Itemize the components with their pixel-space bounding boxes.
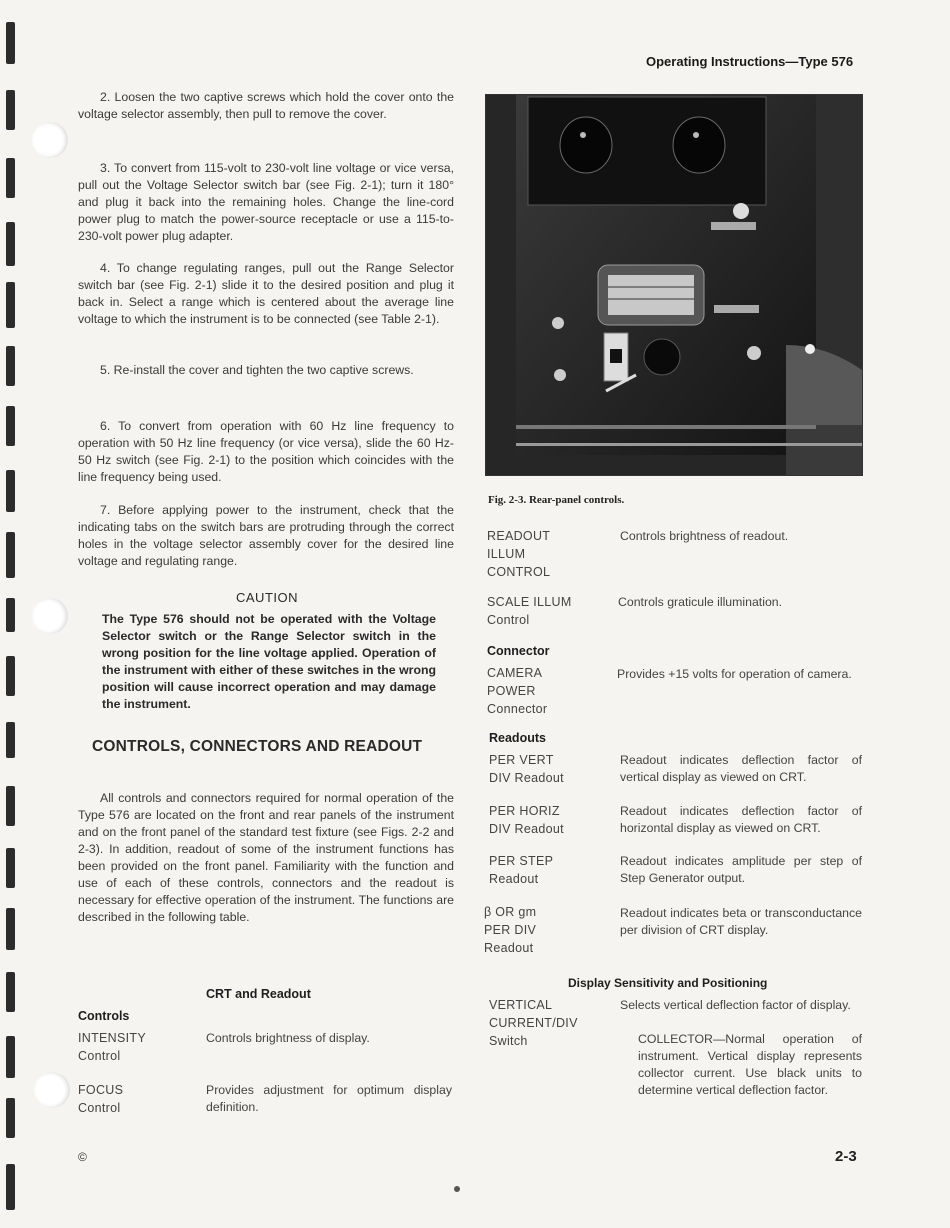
focus-label: FOCUS Control <box>78 1083 124 1115</box>
per-horiz-label: PER HORIZ DIV Readout <box>489 804 564 836</box>
paragraph-step-6 <box>78 418 454 486</box>
per-step-desc: Readout indicates amplitude per step of Step Generator output. <box>620 854 862 885</box>
readouts-heading: Readouts <box>489 731 546 745</box>
figure-caption: Fig. 2-3. Rear-panel controls. <box>488 494 625 506</box>
paragraph-text: 5. Re-install the cover and tighten the two captive screws. <box>100 363 414 377</box>
caution-body: The Type 576 should not be operated with the Voltage Selector switch or the Range Selector switch in the wrong position for the line voltage applied. Operation of the instrument with either of these switches in the wrong position will cause incorrect operation and may damage the instrument. <box>102 612 436 711</box>
collector-normal-desc: COLLECTOR—Normal operation of instrument. Vertical display represents collector current. Use black units to determine vertical deflection factor. <box>638 1032 862 1097</box>
focus-desc: Provides adjustment for optimum display definition. <box>206 1083 452 1114</box>
binder-bar <box>6 1036 15 1078</box>
crt-readout-heading: CRT and Readout <box>206 987 311 1001</box>
binder-bar <box>6 470 15 512</box>
beta-gm-desc: Readout indicates beta or transconductance per division of CRT display. <box>620 906 862 937</box>
running-header: Operating Instructions—Type 576 <box>646 54 854 69</box>
page-number: 2-3 <box>835 1148 857 1165</box>
binder-bar <box>6 908 15 950</box>
paragraph-step-7 <box>78 502 454 570</box>
camera-power-desc: Provides +15 volts for operation of camera. <box>617 667 852 681</box>
paragraph-step-5 <box>78 362 454 379</box>
section-heading: CONTROLS, CONNECTORS AND READOUT <box>92 738 423 755</box>
paragraph-text: 3. To convert from 115-volt to 230-volt line voltage or vice versa, pull out the Voltage Selector switch bar (see Fig. 2-1); turn it 180° and plug it back into the remaining holes. Change the line-cord power plug to match the power-source receptacle or use a 115-to-230-volt power plug adapter. <box>78 161 454 243</box>
binder-bar <box>6 1164 15 1210</box>
paragraph-text: 4. To change regulating ranges, pull out the Range Selector switch bar (see Fig. 2-1) slide it to the desired position and plug it back in. Select a range which is centered about the average line voltage to which the instrument is to be connected (see Table 2-1). <box>78 261 454 326</box>
per-horiz-desc: Readout indicates deflection factor of horizontal display as viewed on CRT. <box>620 804 862 835</box>
binder-hole <box>34 1072 70 1108</box>
binder-bar <box>6 22 15 64</box>
per-vert-label: PER VERT DIV Readout <box>489 753 564 785</box>
binder-bar <box>6 656 15 696</box>
paragraph-text: 2. Loosen the two captive screws which hold the cover onto the voltage selector assembly, then pull to remove the cover. <box>78 90 454 121</box>
vertical-current-desc: Selects vertical deflection factor of display. <box>620 998 851 1012</box>
vertical-current-label: VERTICAL CURRENT/DIV Switch <box>489 998 578 1048</box>
paragraph-text: 6. To convert from operation with 60 Hz line frequency to operation with 50 Hz line frequency (or vice versa), slide the 60 Hz-50 Hz switch (see Fig. 2-1) to the position which coincides with the line frequency being used. <box>78 419 454 484</box>
connector-heading: Connector <box>487 644 550 658</box>
binder-bar <box>6 282 15 328</box>
binder-bar <box>6 1098 15 1138</box>
rear-panel-photo <box>485 94 863 476</box>
binder-hole <box>32 598 68 634</box>
binder-hole <box>32 122 68 158</box>
camera-power-label: CAMERA POWER Connector <box>487 666 548 716</box>
readout-illum-desc: Controls brightness of readout. <box>620 529 789 543</box>
binder-bar <box>6 222 15 266</box>
scale-illum-label: SCALE ILLUM Control <box>487 595 572 627</box>
scale-illum-desc: Controls graticule illumination. <box>618 595 783 609</box>
per-vert-desc: Readout indicates deflection factor of vertical display as viewed on CRT. <box>620 753 862 784</box>
caution-title: CAUTION <box>236 590 298 605</box>
beta-gm-label: β OR gm PER DIV Readout <box>484 905 537 955</box>
copyright-symbol: © <box>78 1150 87 1164</box>
binder-bar <box>6 848 15 888</box>
binder-bar <box>6 90 15 130</box>
intensity-label: INTENSITY Control <box>78 1031 146 1063</box>
page-dot <box>454 1186 460 1192</box>
paragraph-step-2 <box>78 89 454 123</box>
per-step-label: PER STEP Readout <box>489 854 554 886</box>
controls-column-heading: Controls <box>78 1009 130 1023</box>
paragraph-text: All controls and connectors required for normal operation of the Type 576 are located on the front and rear panels of the instrument and on the front panel of the standard test fixture (see Figs. 2-2 and 2-3). In addition, readout of some of the instrument functions has been provided on the front panel. Familiarity with the function and use of each of these controls, connectors and the readout is necessary for effective operation of the instrument. The functions are described in the following table. <box>78 791 454 924</box>
binder-bar <box>6 972 15 1012</box>
binder-bar <box>6 346 15 386</box>
intensity-desc: Controls brightness of display. <box>206 1031 370 1045</box>
section-body <box>78 790 454 926</box>
display-sensitivity-heading: Display Sensitivity and Positioning <box>568 976 768 990</box>
binder-bar <box>6 406 15 446</box>
paragraph-step-3 <box>78 160 454 245</box>
binder-bar <box>6 786 15 826</box>
binder-bar <box>6 722 15 758</box>
readout-illum-label: READOUT ILLUM CONTROL <box>487 529 551 579</box>
paragraph-text: 7. Before applying power to the instrument, check that the indicating tabs on the switch bars are protruding through the correct holes in the voltage selector assembly cover for the desired line voltage and regulating range. <box>78 503 454 568</box>
binder-bar <box>6 158 15 198</box>
binder-bar <box>6 598 15 632</box>
paragraph-step-4 <box>78 260 454 328</box>
rear-panel-illustration <box>486 95 862 475</box>
binder-bar <box>6 532 15 578</box>
